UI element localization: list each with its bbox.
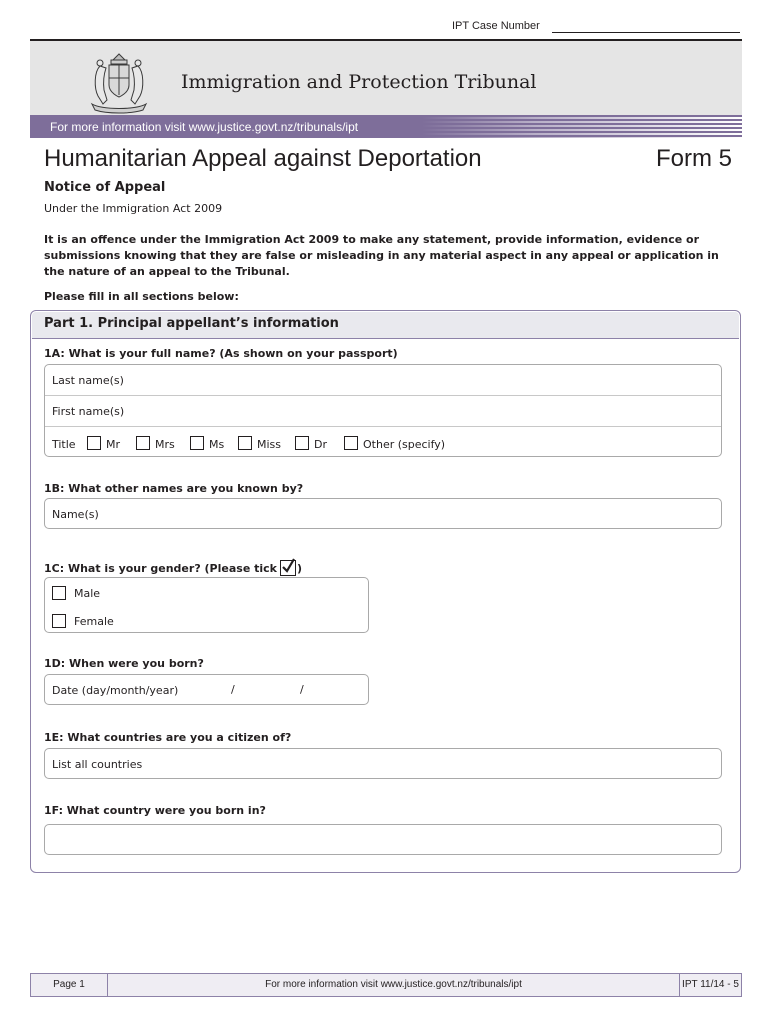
info-banner <box>30 115 742 138</box>
footer-info-text: For more information visit www.justice.govt.nz/tribunals/ipt <box>265 979 522 990</box>
question-1c: 1C: What is your gender? (Please tick ) <box>44 560 302 576</box>
part-1-title: Part 1. Principal appellant’s information <box>44 316 339 331</box>
form-title: Humanitarian Appeal against Deportation <box>44 145 482 172</box>
citizenship-input[interactable] <box>44 748 722 779</box>
title-mr-label: Mr <box>106 438 121 451</box>
tick-icon <box>280 560 296 576</box>
date-separator: / <box>231 683 235 696</box>
title-miss-label: Miss <box>257 438 282 451</box>
gender-female-checkbox[interactable] <box>52 614 66 628</box>
title-ms-label: Ms <box>209 438 225 451</box>
form-number: Form 5 <box>656 145 733 172</box>
fill-instruction: Please fill in all sections below: <box>44 290 239 303</box>
first-name-input[interactable] <box>45 396 721 426</box>
gender-male-label: Male <box>74 587 101 600</box>
full-name-group <box>44 364 722 457</box>
title-mr-checkbox[interactable] <box>87 436 101 450</box>
first-name-label: First name(s) <box>52 405 125 418</box>
case-number-label: IPT Case Number <box>452 20 540 32</box>
part-1-header <box>32 312 739 339</box>
organisation-name: Immigration and Protection Tribunal <box>181 71 537 93</box>
act-reference: Under the Immigration Act 2009 <box>44 202 223 215</box>
title-other-label: Other (specify) <box>363 438 446 451</box>
question-1f: 1F: What country were you born in? <box>44 804 266 817</box>
last-name-label: Last name(s) <box>52 374 124 387</box>
question-1a: 1A: What is your full name? (As shown on your passport) <box>44 347 398 360</box>
other-names-label: Name(s) <box>52 508 99 521</box>
date-of-birth-label: Date (day/month/year) <box>52 684 179 697</box>
date-of-birth-input[interactable] <box>44 674 369 705</box>
title-dr-checkbox[interactable] <box>295 436 309 450</box>
question-1b: 1B: What other names are you known by? <box>44 482 304 495</box>
header-banner <box>30 39 742 117</box>
info-link-text: For more information visit www.justice.govt.nz/tribunals/ipt <box>50 120 359 134</box>
gender-group <box>44 577 369 633</box>
birth-country-input[interactable] <box>44 824 722 855</box>
page-footer <box>30 973 742 997</box>
page-number: Page 1 <box>53 979 85 990</box>
title-miss-checkbox[interactable] <box>238 436 252 450</box>
title-label: Title <box>52 438 76 451</box>
question-1d: 1D: When were you born? <box>44 657 204 670</box>
other-names-input[interactable] <box>44 498 722 529</box>
title-mrs-checkbox[interactable] <box>136 436 150 450</box>
notice-title: Notice of Appeal <box>44 180 166 195</box>
last-name-input[interactable] <box>45 365 721 395</box>
gender-female-label: Female <box>74 615 114 628</box>
question-1e: 1E: What countries are you a citizen of? <box>44 731 292 744</box>
citizenship-label: List all countries <box>52 758 143 771</box>
title-mrs-label: Mrs <box>155 438 175 451</box>
coat-of-arms-icon <box>78 50 160 116</box>
title-other-checkbox[interactable] <box>344 436 358 450</box>
gender-male-checkbox[interactable] <box>52 586 66 600</box>
offence-warning: It is an offence under the Immigration Act 2009 to make any statement, provide information, evidence or submissions knowing that they are false or misleading in any material aspect in any appeal or application in the nature of an appeal to the Tribunal. <box>44 233 719 278</box>
title-dr-label: Dr <box>314 438 327 451</box>
case-number-field[interactable] <box>552 32 740 33</box>
form-code: IPT 11/14 - 5 <box>682 979 739 990</box>
title-ms-checkbox[interactable] <box>190 436 204 450</box>
date-separator: / <box>300 683 304 696</box>
